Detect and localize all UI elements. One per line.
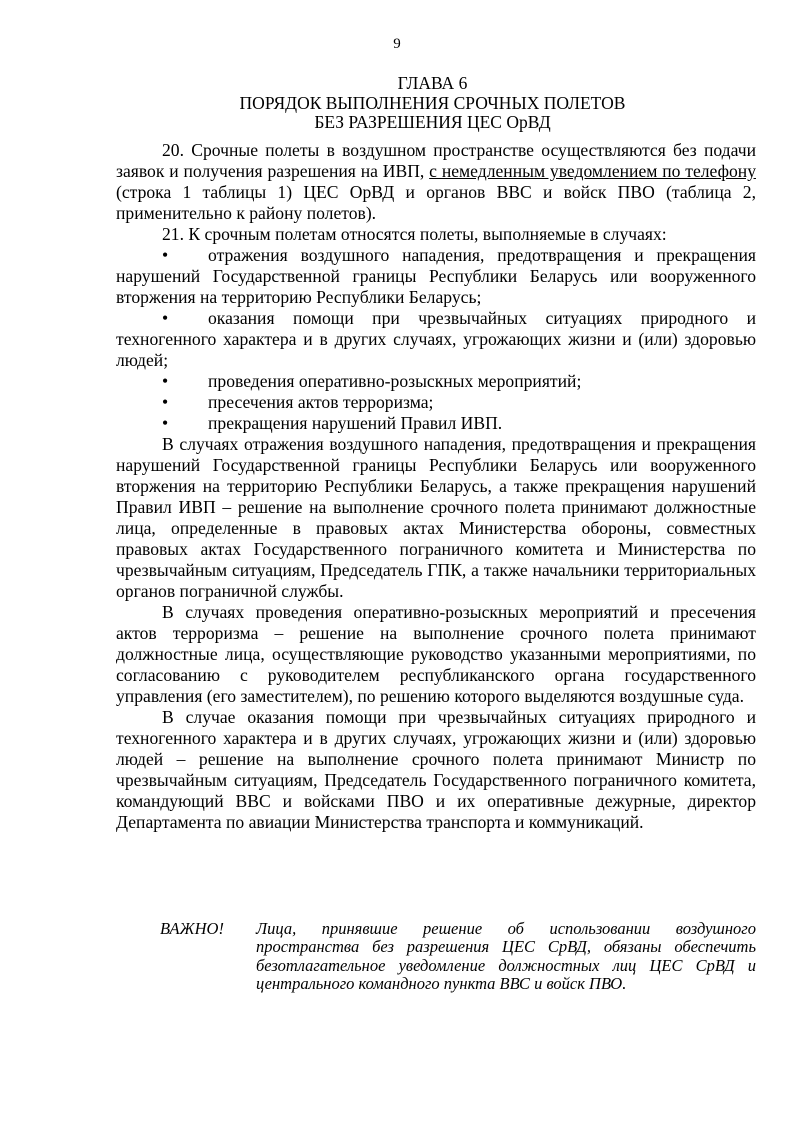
paragraph-20-text: 20. Срочные полеты в воздушном пространстве осуществляются без подачи заявок и получения разрешения на ИВП, [116, 140, 756, 181]
list-item [116, 413, 756, 434]
list-item-text: проведения оперативно-розыскных мероприятий; [208, 371, 582, 391]
bullet-icon: • [162, 413, 169, 433]
chapter-title-line-1: ПОРЯДОК ВЫПОЛНЕНИЯ СРОЧНЫХ ПОЛЕТОВ [239, 92, 626, 113]
chapter-number: ГЛАВА 6 [397, 73, 468, 93]
important-text: Лица, принявшие решение об использовании воздушного пространства без разрешения ЦЕС СрВД, обязаны обеспечить безотлагательное уведомление должностных лиц ЦЕС СрВД и центрального командного пункта ВВС и войск ПВО. [256, 919, 756, 994]
list-item-text: отражения воздушного нападения, предотвращения и прекращения нарушений Государственной границы Республики Беларусь или вооруженного вторжения на территорию Республики Беларусь; [116, 245, 756, 307]
list-item-text: пресечения актов терроризма; [208, 392, 434, 412]
bullet-icon: • [162, 392, 169, 412]
list-item [116, 392, 756, 413]
paragraph-20-underlined: с немедленным уведомлением по телефону [429, 161, 756, 181]
important-note [160, 920, 756, 994]
paragraph-emergency-decision: В случае оказания помощи при чрезвычайных ситуациях природного и техногенного характера и в других случаях, угрожающих жизни и (или) здоровью людей – решение на выполнение срочного полета принимают Министр по чрезвычайным ситуациям, Председатель Государственного пограничного комитета, командующий ВВС и войсками ПВО и их оперативные дежурные, директор Департамента по авиации Министерства транспорта и коммуникаций. [116, 707, 756, 832]
chapter-heading [110, 74, 755, 133]
paragraph-20 [116, 140, 756, 224]
bullet-icon: • [162, 308, 169, 328]
list-item-text: прекращения нарушений Правил ИВП. [208, 413, 503, 433]
paragraph-defense-decision: В случаях отражения воздушного нападения, предотвращения и прекращения нарушений Государственной границы Республики Беларусь или вооруженного вторжения на территорию Республики Беларусь, а также прекращения нарушений Правил ИВП – решение на выполнение срочного полета принимают должностные лица, определенные в правовых актах Министерства обороны, совместных правовых актах Государственного пограничного комитета и Министерства по чрезвычайным ситуациям, Председатель ГПК, а также начальники территориальных органов пограничной службы. [116, 434, 756, 601]
document-body [116, 140, 756, 833]
important-label: ВАЖНО! [160, 919, 224, 938]
list-item-text: оказания помощи при чрезвычайных ситуациях природного и техногенного характера и в других случаях, угрожающих жизни и (или) здоровью людей; [116, 308, 756, 370]
bullet-list [116, 245, 756, 434]
bullet-icon: • [162, 371, 169, 391]
list-item [116, 371, 756, 392]
paragraph-operative-decision: В случаях проведения оперативно-розыскных мероприятий и пресечения актов терроризма – решение на выполнение срочного полета принимают должностные лица, осуществляющие руководство указанными мероприятиями, по согласованию с руководителем республиканского органа государственного управления (его заместителем), по решению которого выделяются воздушные суда. [116, 602, 756, 706]
list-item [116, 308, 756, 371]
bullet-icon: • [162, 245, 169, 265]
paragraph-21: 21. К срочным полетам относятся полеты, выполняемые в случаях: [162, 224, 667, 244]
list-item [116, 245, 756, 308]
paragraph-20-text-end: (строка 1 таблицы 1) ЦЕС ОрВД и органов ВВС и войск ПВО (таблица 2, применительно к району полетов). [116, 182, 756, 223]
page-number: 9 [393, 36, 401, 52]
chapter-title-line-2: БЕЗ РАЗРЕШЕНИЯ ЦЕС ОрВД [314, 112, 551, 132]
